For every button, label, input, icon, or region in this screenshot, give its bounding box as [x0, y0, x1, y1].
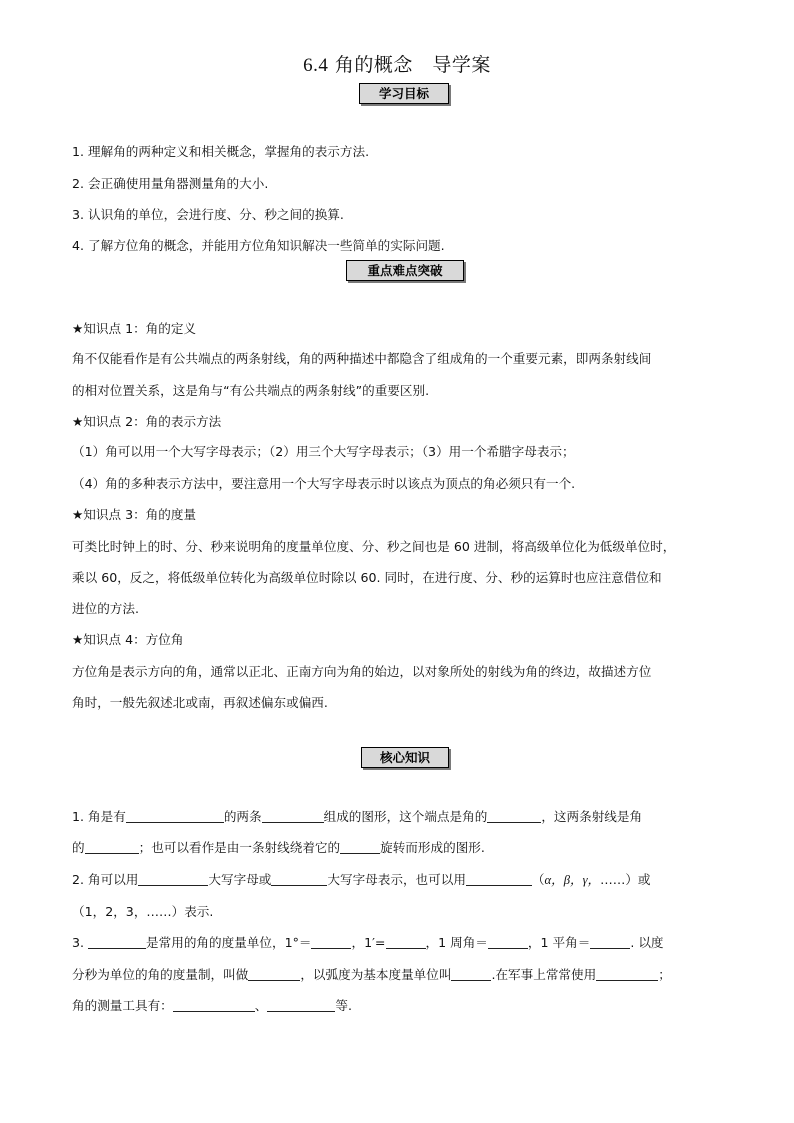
page-title: [0, 50, 794, 77]
answer-blank[interactable]: [271, 871, 327, 886]
answer-blank[interactable]: [267, 997, 335, 1012]
section-badge-core: 核心知识: [361, 747, 449, 768]
knowledge-text: 方位角是表示方向的角，通常以正北、正南方向为角的始边，以对象所处的射线为角的终边，故描述方位: [72, 664, 652, 679]
answer-blank[interactable]: [173, 997, 255, 1012]
title-text: 角的概念 导学案: [334, 54, 491, 76]
answer-blank[interactable]: [590, 934, 630, 949]
goal-item: 2. 会正确使用量角器测量角的大小.: [72, 176, 269, 191]
question-text: ，1′=: [351, 935, 386, 950]
knowledge-text: 进位的方法.: [72, 601, 139, 616]
title-number: 6.4: [303, 55, 329, 76]
goal-item: 1. 理解角的两种定义和相关概念，掌握角的表示方法.: [72, 144, 370, 159]
answer-blank[interactable]: [487, 808, 541, 823]
goal-item: 4. 了解方位角的概念，并能用方位角知识解决一些简单的实际问题.: [72, 238, 445, 253]
question-text: ，1 平角＝: [527, 935, 591, 950]
question-text: 分秒为单位的角的度量制，叫做: [72, 967, 249, 982]
fill-blank-line: [72, 837, 485, 856]
fill-blank-line: [72, 901, 213, 920]
answer-blank[interactable]: [88, 934, 146, 949]
question-text: 大写字母或: [208, 872, 272, 887]
question-text: 的两条: [223, 809, 262, 824]
fill-blank-line: [72, 964, 671, 983]
fill-blank-line: [72, 995, 352, 1014]
question-text: 的: [72, 840, 85, 855]
question-text: 是常用的角的度量单位，1°＝: [146, 935, 312, 950]
answer-blank[interactable]: [85, 839, 139, 854]
answer-blank[interactable]: [262, 808, 324, 823]
question-text: ……）或: [600, 872, 651, 887]
question-text: 2. 角可以用: [72, 872, 139, 887]
question-text: 等.: [335, 998, 352, 1013]
knowledge-text: 角不仅能看作是有公共端点的两条射线，角的两种描述中都隐含了组成角的一个重要元素，即两条射线间: [72, 351, 652, 366]
answer-blank[interactable]: [386, 934, 426, 949]
knowledge-heading: ★知识点 2：角的表示方法: [72, 414, 222, 429]
fill-blank-line: [72, 932, 664, 951]
question-text: （1，2，3，……）表示.: [72, 904, 214, 919]
knowledge-heading: ★知识点 3：角的度量: [72, 507, 197, 522]
knowledge-heading: ★知识点 4：方位角: [72, 632, 184, 647]
question-text: .在军事上常常使用: [491, 967, 597, 982]
knowledge-heading: ★知识点 1：角的定义: [72, 321, 197, 336]
fill-blank-line: [72, 806, 642, 825]
goal-item: 3. 认识角的单位，会进行度、分、秒之间的换算.: [72, 207, 344, 222]
answer-blank[interactable]: [466, 871, 532, 886]
question-text: 3.: [72, 935, 85, 950]
knowledge-text: （4）角的多种表示方法中，要注意用一个大写字母表示时以该点为顶点的角必须只有一个.: [72, 476, 576, 491]
question-text: 角的测量工具有：: [72, 998, 173, 1013]
question-text: ，这两条射线是角: [541, 809, 643, 824]
knowledge-text: 角时，一般先叙述北或南，再叙述偏东或偏西.: [72, 695, 328, 710]
question-text: ，1 周角＝: [425, 935, 488, 950]
question-text: （: [531, 872, 545, 887]
question-text: 、: [254, 998, 268, 1013]
greek-letters: α，β，γ，: [544, 873, 601, 887]
question-text: 大写字母表示，也可以用: [327, 872, 466, 887]
answer-blank[interactable]: [138, 871, 208, 886]
question-text: 组成的图形，这个端点是角的: [323, 809, 488, 824]
question-text: ，以弧度为基本度量单位叫: [300, 967, 452, 982]
answer-blank[interactable]: [248, 966, 300, 981]
question-text: 1. 角是有: [72, 809, 126, 824]
answer-blank[interactable]: [311, 934, 351, 949]
question-text: . 以度: [630, 935, 664, 950]
answer-blank[interactable]: [340, 839, 380, 854]
fill-blank-line: [72, 869, 651, 888]
knowledge-text: 乘以 60，反之，将低级单位转化为高级单位时除以 60. 同时，在进行度、分、秒的运算时也应注意借位和: [72, 570, 662, 585]
section-badge-keypoints: 重点难点突破: [346, 260, 464, 281]
knowledge-text: （1）角可以用一个大写字母表示；（2）用三个大写字母表示；（3）用一个希腊字母表示；: [72, 444, 575, 459]
answer-blank[interactable]: [596, 966, 658, 981]
answer-blank[interactable]: [126, 808, 224, 823]
question-text: ；: [658, 967, 671, 982]
knowledge-text: 可类比时钟上的时、分、秒来说明角的度量单位度、分、秒之间也是 60 进制，将高级单位化为低级单位时，: [72, 539, 676, 554]
answer-blank[interactable]: [488, 934, 528, 949]
question-text: 旋转而形成的图形.: [380, 840, 485, 855]
question-text: ；也可以看作是由一条射线绕着它的: [138, 840, 341, 855]
section-badge-goals: 学习目标: [359, 83, 449, 104]
answer-blank[interactable]: [451, 966, 491, 981]
knowledge-text: 的相对位置关系，这是角与“有公共端点的两条射线”的重要区别.: [72, 383, 430, 398]
